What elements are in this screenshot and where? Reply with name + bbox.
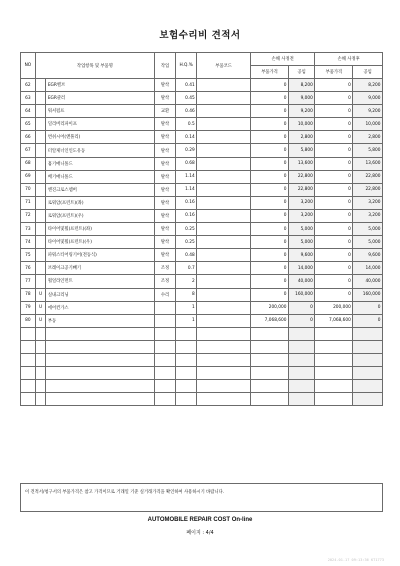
row-labor-before: 0 (289, 314, 315, 327)
table-row (21, 131, 383, 144)
price-notice: 이 견적서/청구서의 부품가격은 참고 가격이므로 거래일 기준 실거래가격을 확인하여 사용하시기 바랍니다. (20, 483, 383, 512)
row-flag (35, 79, 46, 92)
row-no (21, 340, 36, 353)
row-labor-before: 22,800 (289, 170, 315, 183)
row-labor-before: 9,600 (289, 249, 315, 262)
row-item-name: 실내크리닝 (46, 288, 155, 301)
row-flag (35, 249, 46, 262)
row-item-name: EGR밸브 (46, 79, 155, 92)
row-labor-after: 5,000 (353, 236, 383, 249)
row-labor-after: 9,000 (353, 92, 383, 105)
row-labor-before (289, 393, 315, 406)
row-item-name: 흡기매니폴드 (46, 157, 155, 170)
row-part-code (197, 314, 251, 327)
row-no: 71 (21, 196, 36, 209)
row-flag (35, 170, 46, 183)
row-hq: 0.29 (176, 144, 197, 157)
row-part-code (197, 327, 251, 340)
row-parts-price-after: 0 (315, 196, 353, 209)
row-no: 68 (21, 157, 36, 170)
row-item-name: EGR쿨러 (46, 92, 155, 105)
row-parts-price-before: 0 (251, 144, 289, 157)
row-parts-price-after: 0 (315, 288, 353, 301)
row-parts-price-after: 0 (315, 209, 353, 222)
row-parts-price-before (251, 327, 289, 340)
row-work-type: 탈착 (155, 144, 176, 157)
row-labor-before: 3,200 (289, 196, 315, 209)
table-row-empty (21, 367, 383, 380)
row-work-type (155, 353, 176, 366)
row-labor-before: 160,000 (289, 288, 315, 301)
row-part-code (197, 301, 251, 314)
row-parts-price-before: 0 (251, 131, 289, 144)
row-labor-before (289, 380, 315, 393)
row-labor-after: 3,200 (353, 209, 383, 222)
row-part-code (197, 105, 251, 118)
row-flag: U (35, 288, 46, 301)
row-hq: 1.14 (176, 170, 197, 183)
row-labor-after (353, 393, 383, 406)
row-parts-price-before: 0 (251, 183, 289, 196)
row-labor-before (289, 367, 315, 380)
row-parts-price-after (315, 380, 353, 393)
row-parts-price-after: 0 (315, 236, 353, 249)
table-row-empty (21, 327, 383, 340)
row-flag (35, 196, 46, 209)
row-parts-price-before: 0 (251, 196, 289, 209)
row-parts-price-after: 0 (315, 183, 353, 196)
row-parts-price-before (251, 367, 289, 380)
row-work-type: 조정 (155, 275, 176, 288)
table-row (21, 314, 383, 327)
row-flag (35, 380, 46, 393)
row-flag: U (35, 314, 46, 327)
row-parts-price-before: 7,068,600 (251, 314, 289, 327)
row-parts-price-before: 0 (251, 288, 289, 301)
row-part-code (197, 367, 251, 380)
row-labor-after: 0 (353, 314, 383, 327)
row-parts-price-before: 0 (251, 236, 289, 249)
document-title: 보험수리비 견적서 (159, 30, 241, 41)
row-parts-price-after: 0 (315, 249, 353, 262)
row-work-type: 탈착 (155, 92, 176, 105)
row-parts-price-after: 200,000 (315, 301, 353, 314)
row-flag (35, 209, 46, 222)
row-item-name (46, 340, 155, 353)
row-parts-price-after: 0 (315, 118, 353, 131)
row-hq (176, 393, 197, 406)
row-flag (35, 223, 46, 236)
row-labor-before: 9,000 (289, 92, 315, 105)
row-no (21, 367, 36, 380)
row-parts-price-after: 0 (315, 92, 353, 105)
row-work-type (155, 340, 176, 353)
row-labor-after: 9,600 (353, 249, 383, 262)
table-row (21, 196, 383, 209)
row-flag (35, 367, 46, 380)
row-parts-price-before: 200,000 (251, 301, 289, 314)
row-item-name: 배기매니폴드 (46, 170, 155, 183)
row-item-name: 부동 (46, 314, 155, 327)
row-work-type: 탈착 (155, 196, 176, 209)
row-labor-after: 14,000 (353, 262, 383, 275)
row-parts-price-before (251, 393, 289, 406)
table-row-empty (21, 340, 383, 353)
row-part-code (197, 92, 251, 105)
row-parts-price-before: 0 (251, 249, 289, 262)
row-work-type: 탈착 (155, 223, 176, 236)
row-no: 77 (21, 275, 36, 288)
row-work-type (155, 327, 176, 340)
row-hq: 0.16 (176, 196, 197, 209)
row-part-code (197, 380, 251, 393)
row-work-type: 탈착 (155, 157, 176, 170)
row-work-type: 탈착 (155, 249, 176, 262)
row-labor-after (353, 353, 383, 366)
row-no (21, 353, 36, 366)
row-hq: 0.48 (176, 249, 197, 262)
row-labor-before (289, 340, 315, 353)
row-flag (35, 393, 46, 406)
row-part-code (197, 79, 251, 92)
row-no: 63 (21, 92, 36, 105)
table-body (21, 79, 383, 406)
row-item-name: 타이어및휠(프런트)(좌) (46, 223, 155, 236)
row-parts-price-before (251, 340, 289, 353)
table-row-empty (21, 353, 383, 366)
row-parts-price-after: 7,068,600 (315, 314, 353, 327)
row-flag (35, 157, 46, 170)
row-labor-before: 5,800 (289, 144, 315, 157)
row-no: 75 (21, 249, 36, 262)
row-flag (35, 105, 46, 118)
table-row (21, 223, 383, 236)
table-row (21, 105, 383, 118)
row-part-code (197, 131, 251, 144)
row-item-name (46, 327, 155, 340)
row-parts-price-after: 0 (315, 223, 353, 236)
row-labor-after: 2,800 (353, 131, 383, 144)
row-labor-after (353, 327, 383, 340)
row-work-type: 탈착 (155, 209, 176, 222)
table-row (21, 79, 383, 92)
row-no: 67 (21, 144, 36, 157)
table-row-empty (21, 380, 383, 393)
row-item-name: 로워암(프런트)(좌) (46, 196, 155, 209)
row-hq: 0.5 (176, 118, 197, 131)
row-work-type: 탈착 (155, 118, 176, 131)
row-hq (176, 340, 197, 353)
header-parts-price-after: 부품가격 (315, 66, 353, 79)
row-flag (35, 183, 46, 196)
row-hq: 0.45 (176, 92, 197, 105)
row-no: 74 (21, 236, 36, 249)
row-hq: 8 (176, 288, 197, 301)
row-part-code (197, 262, 251, 275)
row-hq: 0.25 (176, 223, 197, 236)
row-work-type (155, 393, 176, 406)
row-flag (35, 340, 46, 353)
row-part-code (197, 288, 251, 301)
row-parts-price-after: 0 (315, 79, 353, 92)
row-parts-price-after (315, 393, 353, 406)
row-no: 78 (21, 288, 36, 301)
row-part-code (197, 353, 251, 366)
row-flag: U (35, 301, 46, 314)
header-hq: H.Q.% (176, 53, 197, 79)
row-work-type: 탈착 (155, 183, 176, 196)
row-work-type: 탈착 (155, 236, 176, 249)
row-labor-after: 160,000 (353, 288, 383, 301)
row-parts-price-after (315, 367, 353, 380)
table-row (21, 170, 383, 183)
row-labor-after: 40,000 (353, 275, 383, 288)
row-item-name: 에어컨가스 (46, 301, 155, 314)
row-labor-after (353, 340, 383, 353)
row-hq: 0.68 (176, 157, 197, 170)
row-parts-price-after (315, 327, 353, 340)
row-labor-after: 0 (353, 301, 383, 314)
row-labor-after: 13,600 (353, 157, 383, 170)
row-item-name: 워셔펌프 (46, 105, 155, 118)
row-item-name (46, 380, 155, 393)
row-labor-before: 40,000 (289, 275, 315, 288)
row-parts-price-before: 0 (251, 275, 289, 288)
row-no: 64 (21, 105, 36, 118)
row-item-name: 브레이크공기빼기 (46, 262, 155, 275)
page-indicator: 페이지 : 4/4 (186, 530, 214, 536)
row-labor-before: 0 (289, 301, 315, 314)
row-labor-after: 22,800 (353, 183, 383, 196)
row-no: 65 (21, 118, 36, 131)
row-no (21, 380, 36, 393)
table-row (21, 301, 383, 314)
row-item-name: 로워암(프런트)(우) (46, 209, 155, 222)
row-parts-price-before: 0 (251, 79, 289, 92)
row-work-type: 탈착 (155, 79, 176, 92)
row-hq: 1 (176, 301, 197, 314)
row-hq (176, 380, 197, 393)
row-labor-before (289, 327, 315, 340)
table-row (21, 236, 383, 249)
row-labor-after: 3,200 (353, 196, 383, 209)
row-labor-after: 5,800 (353, 144, 383, 157)
row-hq: 0.16 (176, 209, 197, 222)
row-parts-price-after: 0 (315, 275, 353, 288)
row-hq (176, 353, 197, 366)
table-row (21, 288, 383, 301)
table-row (21, 92, 383, 105)
row-parts-price-after: 0 (315, 262, 353, 275)
header-work: 작업 (155, 53, 176, 79)
header-after-adjust: 손해 사정후 (315, 53, 383, 66)
row-parts-price-before: 0 (251, 92, 289, 105)
row-part-code (197, 183, 251, 196)
row-work-type (155, 301, 176, 314)
row-part-code (197, 144, 251, 157)
row-parts-price-before: 0 (251, 170, 289, 183)
header-labor-before: 공임 (289, 66, 315, 79)
row-part-code (197, 249, 251, 262)
row-parts-price-before: 0 (251, 223, 289, 236)
row-labor-before: 13,600 (289, 157, 315, 170)
row-item-name (46, 353, 155, 366)
row-parts-price-after: 0 (315, 170, 353, 183)
table-row (21, 157, 383, 170)
row-work-type (155, 314, 176, 327)
table-row (21, 275, 383, 288)
row-part-code (197, 393, 251, 406)
row-item-name: 파워스티어링기어(전동식) (46, 249, 155, 262)
row-labor-before: 9,200 (289, 105, 315, 118)
row-item-name (46, 367, 155, 380)
row-work-type: 탈착 (155, 131, 176, 144)
table-header (21, 53, 383, 79)
footer-brand: AUTOMOBILE REPAIR COST On-line (147, 517, 253, 523)
row-work-type (155, 367, 176, 380)
row-parts-price-after: 0 (315, 105, 353, 118)
row-flag (35, 92, 46, 105)
row-parts-price-after: 0 (315, 131, 353, 144)
header-parts-price-before: 부품가격 (251, 66, 289, 79)
row-hq (176, 327, 197, 340)
table-row (21, 118, 383, 131)
row-labor-before: 22,800 (289, 183, 315, 196)
row-parts-price-before: 0 (251, 105, 289, 118)
row-labor-before: 2,800 (289, 131, 315, 144)
row-item-name: 휠얼라인먼트 (46, 275, 155, 288)
row-no: 80 (21, 314, 36, 327)
row-part-code (197, 236, 251, 249)
table-row (21, 262, 383, 275)
row-hq: 0.7 (176, 262, 197, 275)
row-part-code (197, 275, 251, 288)
row-flag (35, 262, 46, 275)
row-flag (35, 275, 46, 288)
header-before-adjust: 손해 사정전 (251, 53, 315, 66)
row-labor-after: 8,200 (353, 79, 383, 92)
row-work-type: 수리 (155, 288, 176, 301)
row-item-name: 타이어및휠(프런트)(우) (46, 236, 155, 249)
row-labor-before: 5,000 (289, 236, 315, 249)
row-hq: 0.14 (176, 131, 197, 144)
row-hq: 0.25 (176, 236, 197, 249)
row-flag (35, 236, 46, 249)
row-part-code (197, 170, 251, 183)
row-parts-price-after (315, 353, 353, 366)
row-parts-price-after (315, 340, 353, 353)
row-no (21, 393, 36, 406)
row-part-code (197, 157, 251, 170)
row-labor-before: 8,200 (289, 79, 315, 92)
row-item-name: 엔진크로스멤버 (46, 183, 155, 196)
row-flag (35, 327, 46, 340)
row-parts-price-after: 0 (315, 144, 353, 157)
row-no: 79 (21, 301, 36, 314)
row-item-name: 딜리버리파이프 (46, 118, 155, 131)
row-labor-after (353, 380, 383, 393)
row-part-code (197, 118, 251, 131)
row-parts-price-before: 0 (251, 118, 289, 131)
row-flag (35, 118, 46, 131)
row-hq: 0.41 (176, 79, 197, 92)
row-no: 72 (21, 209, 36, 222)
row-flag (35, 353, 46, 366)
table-row (21, 144, 383, 157)
header-labor-after: 공임 (353, 66, 383, 79)
row-part-code (197, 209, 251, 222)
row-parts-price-before: 0 (251, 157, 289, 170)
row-hq: 0.46 (176, 105, 197, 118)
row-labor-before: 3,200 (289, 209, 315, 222)
row-parts-price-after: 0 (315, 157, 353, 170)
row-work-type (155, 380, 176, 393)
row-hq: 2 (176, 275, 197, 288)
row-labor-after: 10,000 (353, 118, 383, 131)
row-item-name: 번쉬시어(앤풀리) (46, 131, 155, 144)
row-part-code (197, 196, 251, 209)
row-labor-before: 10,000 (289, 118, 315, 131)
row-labor-after: 22,800 (353, 170, 383, 183)
table-row-empty (21, 393, 383, 406)
row-no: 73 (21, 223, 36, 236)
table-row (21, 249, 383, 262)
table-row (21, 209, 383, 222)
row-no: 69 (21, 170, 36, 183)
row-no: 66 (21, 131, 36, 144)
row-work-type: 조정 (155, 262, 176, 275)
row-hq: 1 (176, 314, 197, 327)
estimate-table (20, 52, 383, 406)
row-labor-after: 9,200 (353, 105, 383, 118)
row-labor-before (289, 353, 315, 366)
row-flag (35, 144, 46, 157)
header-part-code: 부품코드 (197, 53, 251, 79)
row-parts-price-before: 0 (251, 262, 289, 275)
row-flag (35, 131, 46, 144)
row-labor-after (353, 367, 383, 380)
header-item: 작업항목 및 부품명 (35, 53, 154, 79)
row-labor-before: 5,000 (289, 223, 315, 236)
row-work-type: 교환 (155, 105, 176, 118)
row-hq (176, 367, 197, 380)
row-labor-after: 5,000 (353, 223, 383, 236)
row-work-type: 탈착 (155, 170, 176, 183)
table-row (21, 183, 383, 196)
row-part-code (197, 340, 251, 353)
row-parts-price-before (251, 380, 289, 393)
row-no: 70 (21, 183, 36, 196)
row-no: 76 (21, 262, 36, 275)
row-labor-before: 14,000 (289, 262, 315, 275)
row-parts-price-before: 0 (251, 209, 289, 222)
row-item-name: 터알제너인인도유동 (46, 144, 155, 157)
row-part-code (197, 223, 251, 236)
row-item-name (46, 393, 155, 406)
print-timestamp: 2024-01-17 09:13:36 KT1773 (327, 558, 384, 562)
header-no: NO (21, 53, 36, 79)
row-no (21, 327, 36, 340)
row-parts-price-before (251, 353, 289, 366)
row-no: 62 (21, 79, 36, 92)
row-hq: 1.14 (176, 183, 197, 196)
